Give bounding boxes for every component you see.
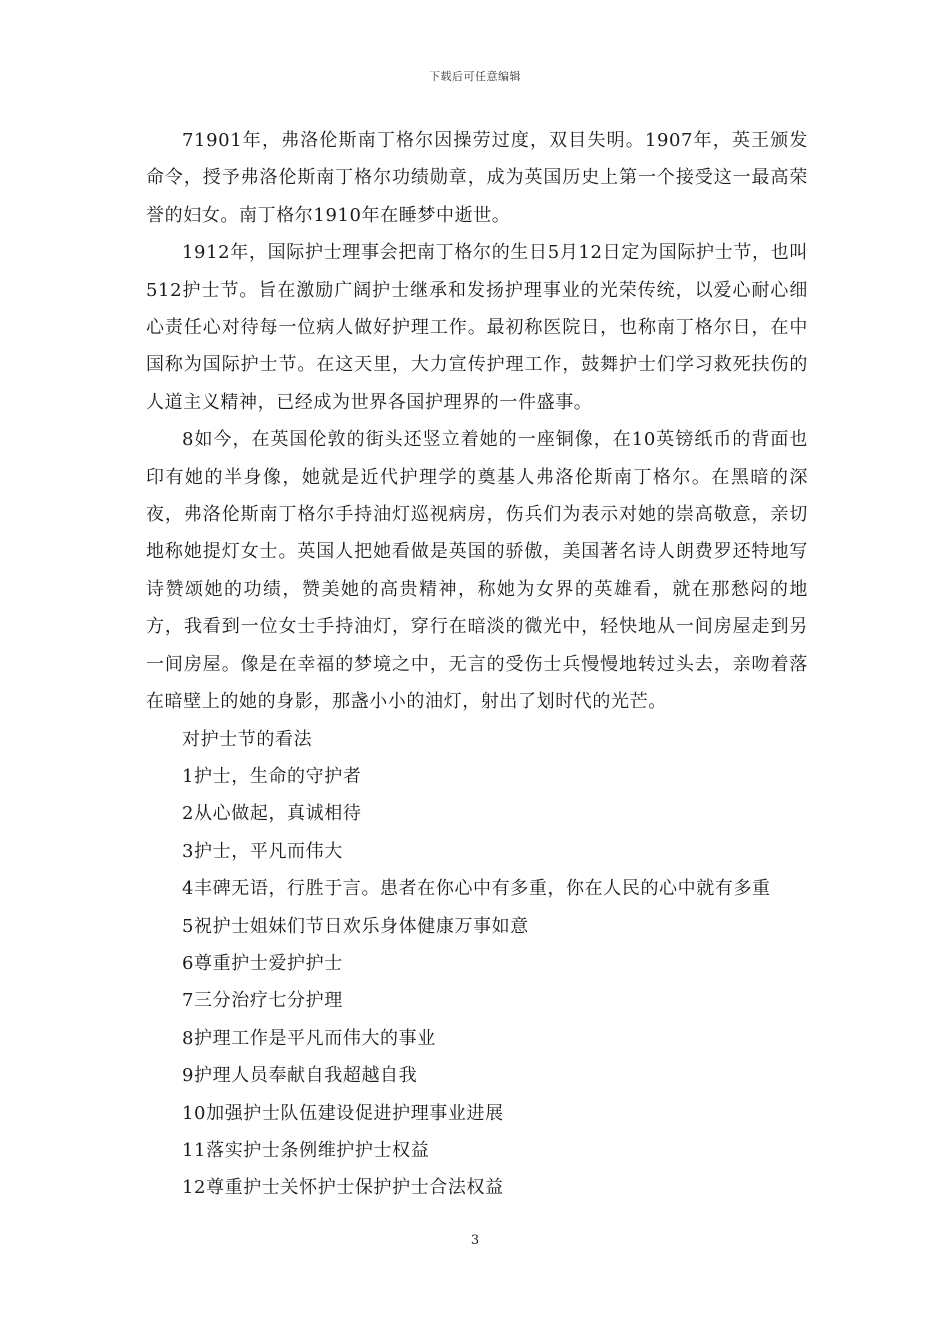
list-item: 8护理工作是平凡而伟大的事业 <box>182 1027 436 1049</box>
list-item: 1护士，生命的守护者 <box>182 765 362 787</box>
list-item: 9护理人员奉献自我超越自我 <box>182 1065 418 1087</box>
paragraph-nightingale-honor: 71901年，弗洛伦斯南丁格尔因操劳过度，双目失明。1907年，英王颁发命令，授予弗洛伦斯南丁格尔功绩勋章，成为英国历史上第一个接受这一最高荣誉的妇女。南丁格尔1910年在睡梦中逝世。 <box>146 130 808 226</box>
list-item: 11落实护士条例维护护士权益 <box>182 1139 430 1161</box>
list-item: 10加强护士队伍建设促进护理事业进展 <box>182 1102 504 1124</box>
paragraph-lady-with-the-lamp: 8如今，在英国伦敦的街头还竖立着她的一座铜像，在10英镑纸币的背面也印有她的半身像，她就是近代护理学的奠基人弗洛伦斯南丁格尔。在黑暗的深夜，弗洛伦斯南丁格尔手持油灯巡视病房，伤兵们为表示对她的崇高敬意，亲切地称她提灯女士。英国人把她看做是英国的骄傲，美国著名诗人朗费罗还特地写诗赞颂她的功绩，赞美她的高贵精神，称她为女界的英雄看，就在那愁闷的地方，我看到一位女士手持油灯，穿行在暗淡的微光中，轻快地从一间房屋走到另一间房屋。像是在幸福的梦境之中，无言的受伤士兵慢慢地转过头去，亲吻着落在暗壁上的她的身影，那盏小小的油灯，射出了划时代的光芒。 <box>146 429 808 713</box>
list-item: 12尊重护士关怀护士保护护士合法权益 <box>182 1177 504 1199</box>
document-body <box>146 122 808 1207</box>
page-number: 3 <box>470 1233 480 1248</box>
list-item: 7三分治疗七分护理 <box>182 990 343 1012</box>
paragraph-nurses-day-origin: 1912年，国际护士理事会把南丁格尔的生日5月12日定为国际护士节，也叫512护士节。旨在激励广阔护士继承和发扬护理事业的光荣传统，以爱心耐心细心责任心对待每一位病人做好护理工作。最初称医院日，也称南丁格尔日，在中国称为国际护士节。在这天里，大力宣传护理工作，鼓舞护士们学习救死扶伤的人道主义精神，已经成为世界各国护理界的一件盛事。 <box>146 242 808 413</box>
list-item: 5祝护士姐妹们节日欢乐身体健康万事如意 <box>182 915 529 937</box>
list-heading: 对护士节的看法 <box>182 728 313 750</box>
list-item: 2从心做起，真诚相待 <box>182 803 362 825</box>
list-item: 6尊重护士爱护护士 <box>182 952 343 974</box>
list-item: 4丰碑无语，行胜于言。患者在你心中有多重，你在人民的心中就有多重 <box>182 878 771 900</box>
list-item: 3护士，平凡而伟大 <box>182 840 343 862</box>
header-note: 下载后可任意编辑 <box>429 70 521 83</box>
